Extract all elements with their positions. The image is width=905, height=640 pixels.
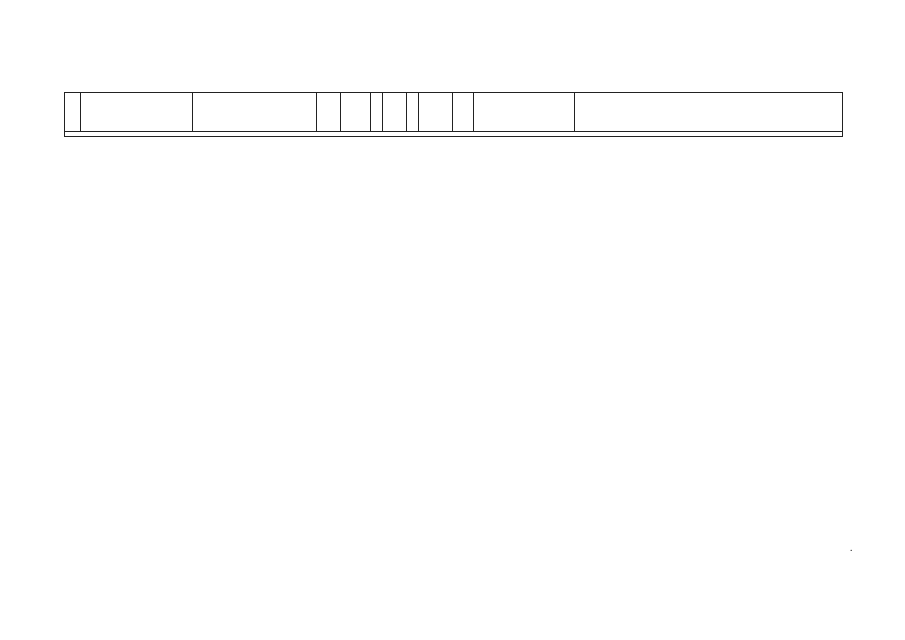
header-house-kind xyxy=(419,93,453,131)
page-edge-mark: • xyxy=(850,548,853,553)
header-year-built xyxy=(317,93,341,131)
header-works xyxy=(474,93,575,131)
table-header xyxy=(64,92,843,132)
header-settlement xyxy=(193,93,317,131)
header-house-no xyxy=(453,93,474,131)
header-settlement-type xyxy=(341,93,371,131)
header-municipality xyxy=(81,93,193,131)
years-row xyxy=(64,132,843,137)
header-plan xyxy=(575,93,844,131)
header-street-type xyxy=(371,93,383,131)
header-street xyxy=(383,93,407,131)
header-house-type xyxy=(407,93,419,131)
header-num xyxy=(65,93,81,131)
